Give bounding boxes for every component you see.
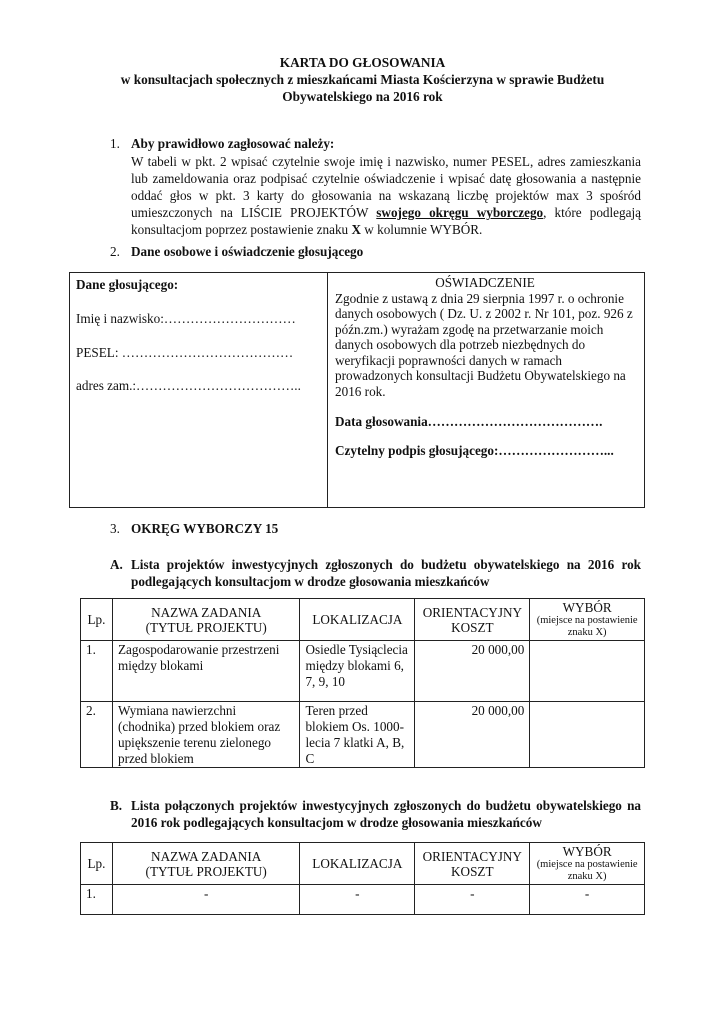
header-choice-hint: (miejsce na postawienie znaku X) — [536, 859, 638, 882]
address-field[interactable]: adres zam.:……………………………….. — [76, 378, 301, 393]
row-name: Zagospodarowanie przestrzeni między blokami — [112, 641, 299, 702]
header-cost-line: ORIENTACYJNY — [422, 848, 522, 864]
table-row — [81, 702, 645, 768]
row-lp: 2. — [81, 702, 113, 768]
section-number: 1. — [110, 136, 120, 151]
district-heading: OKRĘG WYBORCZY 15 — [131, 521, 279, 536]
voter-data-heading: Dane głosującego: — [76, 277, 179, 292]
header-location: LOKALIZACJA — [300, 843, 415, 885]
header-lp: Lp. — [81, 843, 113, 885]
declaration-panel — [335, 275, 640, 458]
row-choice-cell[interactable] — [530, 641, 645, 702]
row-cost: 20 000,00 — [415, 702, 530, 768]
subsection-letter: B. — [110, 798, 123, 813]
header-location: LOKALIZACJA — [300, 599, 415, 641]
row-lp: 1. — [81, 641, 113, 702]
instructions-emphasis: swojego okręgu wyborczego — [376, 205, 544, 220]
header-choice-hint: (miejsce na postawienie znaku X) — [536, 615, 638, 638]
subsection-b-text: Lista połączonych projektów inwestycyjnych zgłoszonych do budżetu obywatelskiego na 2016 rok podlegających konsultacjom w drodze głosowania mieszkańców — [131, 798, 641, 830]
title-line-2: w konsultacjach społecznych z mieszkańcami Miasta Kościerzyna w sprawie Budżetu — [120, 72, 605, 87]
table-row — [81, 641, 645, 702]
row-name: - — [112, 885, 299, 915]
header-choice-title: WYBÓR — [562, 600, 612, 615]
row-cost: 20 000,00 — [415, 641, 530, 702]
voting-date-field[interactable]: Data głosowania…………………………………. — [335, 414, 603, 429]
projects-table-b — [80, 842, 645, 915]
header-name-line: NAZWA ZADANIA — [151, 848, 262, 864]
table-header-row — [81, 843, 645, 885]
document-title — [80, 54, 645, 105]
section-heading: Dane osobowe i oświadczenie głosującego — [131, 244, 364, 259]
personal-data-box — [69, 272, 645, 508]
header-choice — [530, 843, 645, 885]
header-cost-line: ORIENTACYJNY — [422, 604, 522, 620]
pesel-field[interactable]: PESEL: ………………………………… — [76, 345, 294, 360]
row-cost: - — [415, 885, 530, 915]
subsection-a-text: Lista projektów inwestycyjnych zgłoszonych do budżetu obywatelskiego na 2016 rok podlegających konsultacjom w drodze głosowania mieszkańców — [131, 557, 641, 589]
row-name: Wymiana nawierzchni (chodnika) przed blokiem oraz upiększenie terenu zielonego przed blokiem — [112, 702, 299, 768]
table-header-row — [81, 599, 645, 641]
instructions-mark-x: X — [351, 222, 361, 237]
header-cost-line: KOSZT — [451, 863, 494, 879]
header-name-line: (TYTUŁ PROJEKTU) — [145, 863, 267, 879]
header-cost — [415, 599, 530, 641]
projects-table-a — [80, 598, 645, 768]
row-choice-cell[interactable] — [530, 702, 645, 768]
subsection-letter: A. — [110, 557, 123, 572]
instructions-text-part: , które podlegają konsultacjom poprzez postawienie znaku — [131, 205, 641, 237]
declaration-heading: OŚWIADCZENIE — [435, 275, 535, 290]
row-location: Teren przed blokiem Os. 1000-lecia 7 klatki A, B, C — [300, 702, 415, 768]
declaration-text: Zgodnie z ustawą z dnia 29 sierpnia 1997 r. o ochronie danych osobowych ( Dz. U. z 2002 r. Nr 101, poz. 926 z późn.zm.) wyrażam zgodę na przetwarzanie moich danych osobowych dla potrzeb niezbędnych do weryfikacji poprawności danych w ramach prowadzonych konsultacji Budżetu Obywatelskiego na 2016 rok. — [335, 290, 633, 399]
title-line-3: Obywatelskiego na 2016 rok — [282, 89, 443, 104]
box-divider — [327, 273, 328, 507]
section-number: 3. — [110, 521, 120, 536]
section-number: 2. — [110, 244, 120, 259]
row-location: - — [300, 885, 415, 915]
instructions-text — [131, 153, 641, 238]
table-row — [81, 885, 645, 915]
instructions-text-part: w kolumnie WYBÓR. — [360, 222, 483, 237]
header-choice-title: WYBÓR — [562, 844, 612, 859]
header-cost-line: KOSZT — [451, 619, 494, 635]
row-choice-cell[interactable]: - — [530, 885, 645, 915]
signature-field[interactable]: Czytelny podpis głosującego:……………………... — [335, 442, 614, 458]
section-heading: Aby prawidłowo zagłosować należy: — [131, 136, 335, 151]
name-field[interactable]: Imię i nazwisko:………………………… — [76, 311, 296, 326]
row-lp: 1. — [81, 885, 113, 915]
header-lp: Lp. — [81, 599, 113, 641]
row-location: Osiedle Tysiąclecia między blokami 6, 7, 9, 10 — [300, 641, 415, 702]
header-name — [112, 599, 299, 641]
instructions-text-part: W tabeli w pkt. 2 wpisać czytelnie swoje imię i nazwisko, numer PESEL, adres zamieszkania lub zameldowania oraz podpisać czytelnie oświadczenie i wpisać datę głosowania a następnie oddać głos w pkt. 3 karty do głosowania na wskazaną liczbę projektów max 3 spośród umieszczonych na LIŚCIE PROJEKTÓW — [131, 154, 641, 220]
header-cost — [415, 843, 530, 885]
header-choice — [530, 599, 645, 641]
header-name-line: (TYTUŁ PROJEKTU) — [145, 619, 267, 635]
header-name-line: NAZWA ZADANIA — [151, 604, 262, 620]
header-name — [112, 843, 299, 885]
title-line-1: KARTA DO GŁOSOWANIA — [279, 55, 446, 70]
